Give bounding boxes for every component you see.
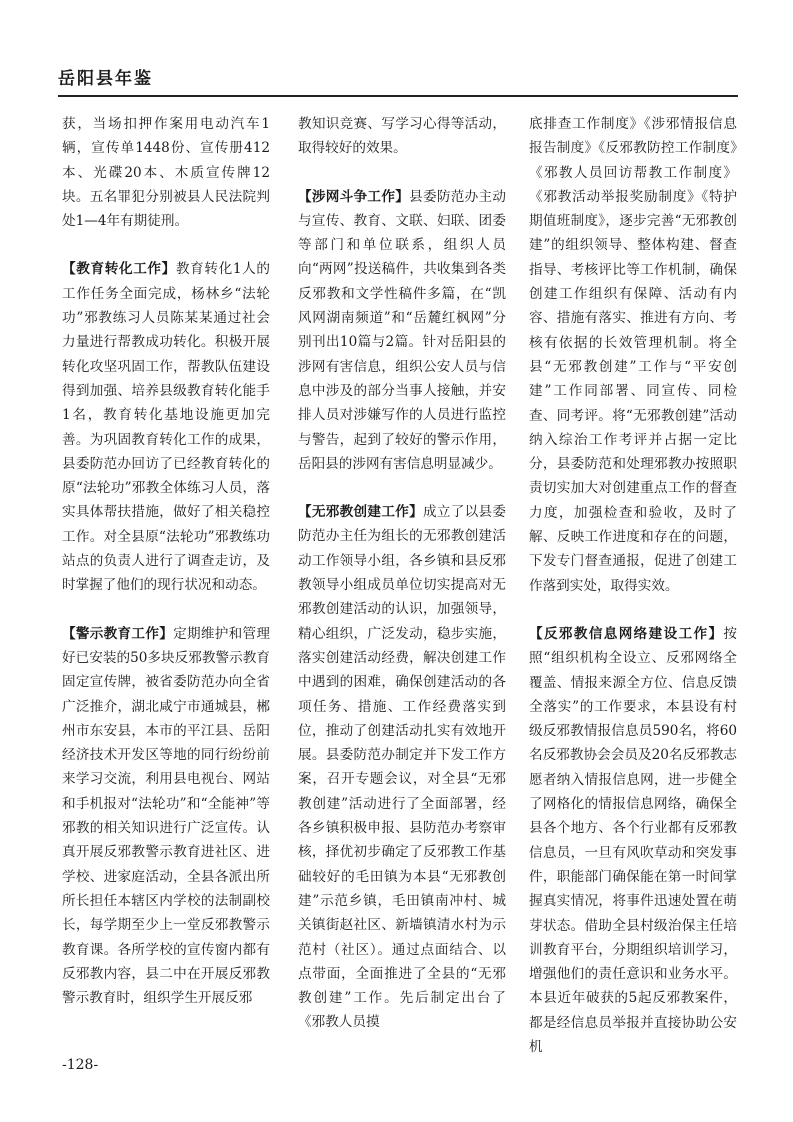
paragraph <box>529 112 737 598</box>
paragraph-warning-education <box>62 622 270 1011</box>
paragraph-education-conversion <box>62 257 270 597</box>
section-heading: 【教育转化工作】 <box>62 261 176 278</box>
paragraph-internet-struggle <box>298 185 506 477</box>
paragraph-text: 成立了以县委防范办主任为组长的无邪教创建活动工作领导小组，各乡镇和县反邪教领导小组成员单位切实提高对无邪教创建活动的认识，加强领导，精心组织，广泛发动，稳步实施，落实创建活动经费，解决创建工作中遇到的困难，确保创建活动的各项任务、措施、工作经费落实到位，推动了创建活动扎实有效地开展。县委防范办制定并下发工作方案，召开专题会议，对全县“无邪教创建”活动进行了全面部署，经各乡镇积极申报、县防范办考察审核，择优初步确定了反邪教工作基础较好的毛田镇为本县“无邪教创建”示范乡镇，毛田镇南冲村、城关镇街赵社区、新墙镇清水村为示范村（社区）。通过点面结合、以点带面，全面推进了全县的“无邪教创建”工作。先后制定出台了《邪教人员摸 <box>298 504 507 1031</box>
yearbook-title: 岳阳县年鉴 <box>58 69 153 89</box>
paragraph-cult-free-creation <box>298 500 506 1035</box>
section-heading: 【反邪教信息网络建设工作】 <box>529 625 724 642</box>
paragraph-text: 底排查工作制度》《涉邪情报信息报告制度》《反邪教防控工作制度》《邪教人员回访帮教工作制度》《邪教活动举报奖励制度》《特护期值班制度》，逐步完善“无邪教创建”的组织领导、整体构建、督查指导、考核评比等工作机制，确保创建工作组织有保障、活动有内容、措施有落实、推进有方向、考核有依据的长效管理机制。将全县“无邪教创建”工作与“平安创建”工作同部署、同宣传、同检查、同考评。将“无邪教创建”活动纳入综治工作考评并占据一定比分，县委防范和处理邪教办按照职责切实加大对创建重点工作的督查力度，加强检查和验收，及时了解、反映工作进度和存在的问题，下发专门督查通报，促进了创建工作落到实处，取得实效。 <box>529 116 737 594</box>
section-heading: 【警示教育工作】 <box>62 625 174 642</box>
running-header <box>58 52 738 92</box>
paragraph-text: 教知识竞赛、写学习心得等活动，取得较好的效果。 <box>298 116 506 157</box>
paragraph-text: 获，当场扣押作案用电动汽车1辆，宣传单1448份、宣传册412本、光碟20本、木质宣传牌12块。五名罪犯分别被县人民法院判处1—4年有期徒刑。 <box>62 116 270 230</box>
header-divider <box>58 95 738 97</box>
column-2 <box>298 112 506 1059</box>
section-heading: 【涉网斗争工作】 <box>298 188 410 205</box>
column-3 <box>529 112 737 1083</box>
paragraph <box>298 112 506 161</box>
column-1 <box>62 112 270 1034</box>
paragraph <box>62 112 270 233</box>
page-number: -128- <box>62 1057 99 1073</box>
paragraph-text: 定期维护和管理好已安装的50多块反邪教警示教育固定宣传牌，被省委防范办向全省广泛推介，湖北咸宁市通城县，郴州市东安县，本市的平江县、岳阳经济技术开发区等地的同行纷纷前来学习交流，利用县电视台、网站和手机报对“法轮功”和“全能神”等邪教的相关知识进行广泛宣传。认真开展反邪教警示教育进社区、进学校、进家庭活动，全县各派出所所长担任本辖区内学校的法制副校长，每学期至少上一堂反邪教警示教育课。各所学校的宣传窗内都有反邪教内容，县二中在开展反邪教警示教育时，组织学生开展反邪 <box>62 625 271 1007</box>
paragraph-text: 按照“组织机构全设立、反邪网络全覆盖、情报来源全方位、信息反馈全落实”的工作要求，本县设有村级反邪教情报信息员590名，将60名反邪教协会会员及20名反邪教志愿者纳入情报信息网，进一步健全了网格化的情报信息网络，确保全县各个地方、各个行业都有反邪教信息员，一旦有风吹草动和突发事件，职能部门确保能在第一时间掌握真实情况，将事件迅速处置在萌芽状态。借助全县村级治保主任培训教育平台，分期组织培训学习，增强他们的责任意识和业务水平。本县近年破获的5起反邪教案件，都是经信息员举报并直接协助公安机 <box>529 625 737 1055</box>
paragraph-text: 教育转化1人的工作任务全面完成，杨林乡“法轮功”邪教练习人员陈某某通过社会力量进行帮教成功转化。积极开展转化攻坚巩固工作，帮教队伍建设得到加强、培养县级教育转化能手1名，教育转化基地设施更加完善。为巩固教育转化工作的成果，县委防范办回访了已经教育转化的原“法轮功”邪教全体练习人员，落实具体帮扶措施，做好了相关稳控工作。对全县原“法轮功”邪教练功站点的负责人进行了调查走访，及时掌握了他们的现行状况和动态。 <box>62 261 271 594</box>
paragraph-info-network <box>529 622 737 1059</box>
section-heading: 【无邪教创建工作】 <box>298 504 423 521</box>
paragraph-text: 县委防范办主动与宣传、教育、文联、妇联、团委等部门和单位联系，组织人员向“两网”投送稿件，共收集到各类反邪教和文学性稿件多篇，在“凯风网湖南频道”和“岳麓红枫网”分别刊出10篇与2篇。针对岳阳县的涉网有害信息，组织公安人员与信息中涉及的部分当事人接触，并安排人员对涉嫌写作的人员进行监控与警告，起到了较好的警示作用，岳阳县的涉网有害信息明显减少。 <box>298 188 507 472</box>
